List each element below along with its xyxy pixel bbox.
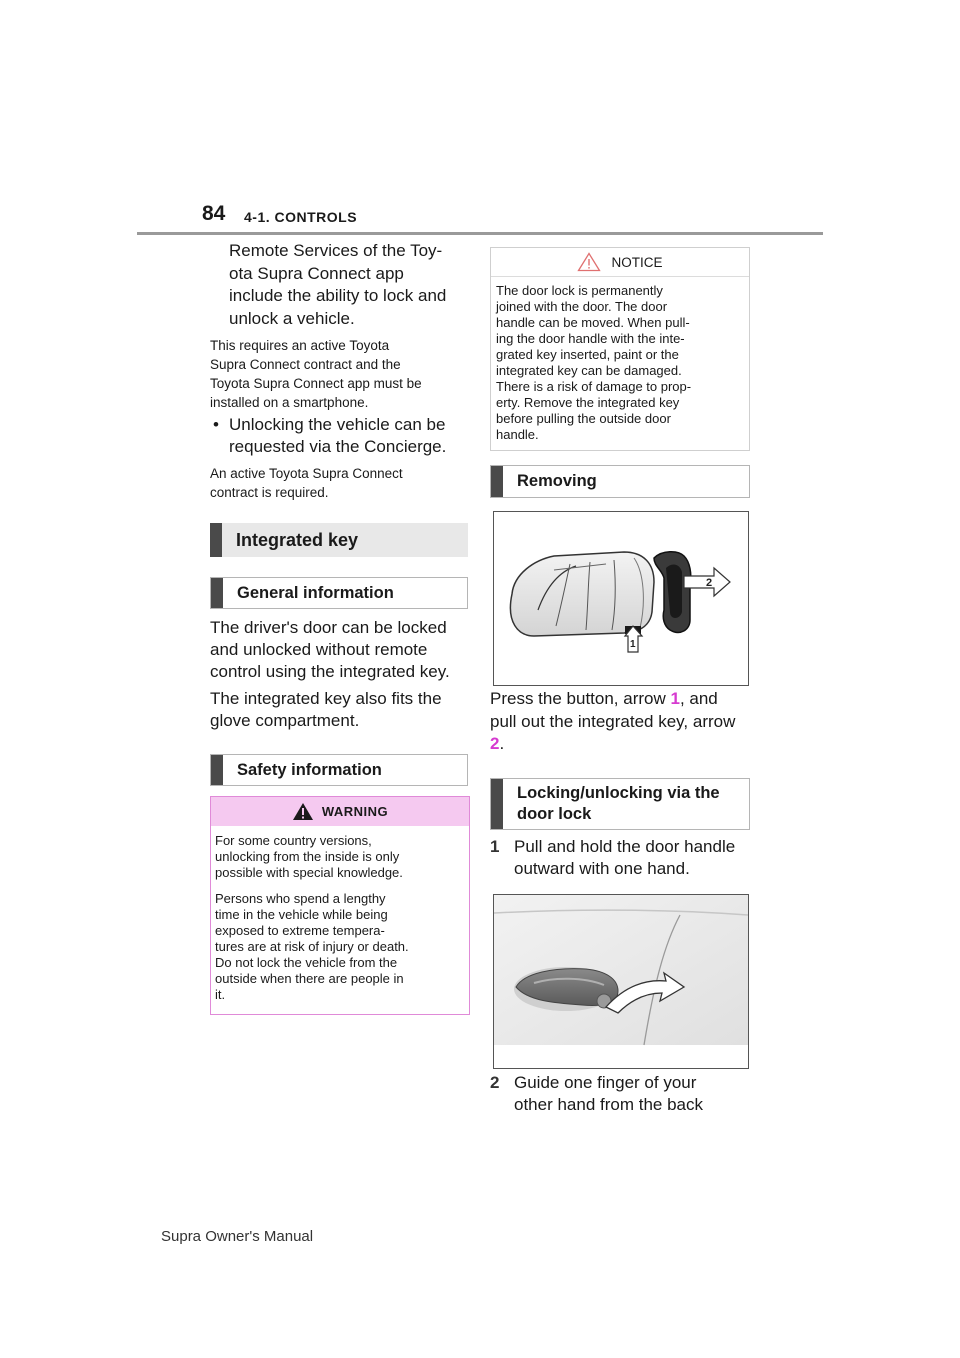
key-fob-illustration — [494, 512, 748, 685]
paragraph-line: and unlocked without remote — [210, 640, 428, 659]
notice-line: before pulling the outside door — [496, 411, 671, 426]
bullet-concierge — [213, 414, 489, 458]
note-contract — [210, 464, 403, 502]
heading-text: Safety information — [237, 760, 382, 779]
heading-bar — [211, 578, 223, 608]
step-line: Pull and hold the door handle — [514, 837, 736, 856]
notice-line: handle can be moved. When pull- — [496, 315, 690, 330]
figure-label-2: 2 — [706, 577, 713, 589]
warning-line: Do not lock the vehicle from the — [215, 955, 398, 970]
header-rule — [137, 232, 823, 235]
notice-line: erty. Remove the integrated key — [496, 395, 680, 410]
footer-manual-title: Supra Owner's Manual — [161, 1228, 314, 1245]
warning-line: tures are at risk of injury or death. — [215, 939, 409, 954]
figure-key-removal — [493, 511, 749, 686]
heading-bar — [211, 755, 223, 785]
step-line: other hand from the back — [514, 1095, 704, 1114]
heading-text — [503, 783, 720, 825]
removing-instructions — [490, 688, 735, 756]
paragraph-driver-door — [210, 617, 450, 683]
warning-line: outside when there are people in — [215, 971, 404, 986]
caution-triangle-icon — [577, 252, 601, 272]
heading-safety-information — [210, 754, 468, 786]
notice-line: joined with the door. The door — [496, 299, 668, 314]
paragraph-line: control using the integrated key. — [210, 662, 450, 681]
notice-line: ing the door handle with the inte- — [496, 331, 685, 346]
note-app-requirement — [210, 336, 422, 412]
notice-box — [490, 247, 750, 451]
heading-text: General information — [237, 583, 394, 602]
paragraph-line: The driver's door can be locked — [210, 618, 447, 637]
heading-bar — [210, 523, 222, 557]
step-2 — [490, 1072, 754, 1116]
warning-header — [211, 797, 469, 826]
notice-body — [491, 277, 749, 443]
note-line: Toyota Supra Connect app must be — [210, 376, 422, 391]
notice-line: There is a risk of damage to prop- — [496, 379, 692, 394]
bullet-mark: • — [213, 415, 219, 434]
removing-line-3 — [490, 733, 735, 756]
warning-line: exposed to extreme tempera- — [215, 923, 385, 938]
warning-line: Persons who spend a lengthy — [215, 891, 386, 906]
figure-label-1: 1 — [630, 639, 636, 650]
intro-line: Remote Services of the Toy- — [229, 241, 443, 260]
text-run: . — [499, 734, 505, 753]
warning-paragraph — [215, 891, 463, 1003]
arrow-number: 2 — [490, 734, 500, 753]
notice-line: The door lock is permanently — [496, 283, 663, 298]
heading-integrated-key — [210, 523, 468, 557]
paragraph-line: glove compartment. — [210, 711, 360, 730]
heading-removing — [490, 465, 750, 498]
intro-line: unlock a vehicle. — [229, 308, 355, 328]
intro-line: include the ability to lock and — [229, 286, 447, 305]
note-line: An active Toyota Supra Connect — [210, 466, 403, 481]
step-number: 2 — [490, 1073, 500, 1092]
removing-line-2: pull out the integrated key, arrow — [490, 711, 736, 731]
note-line: contract is required. — [210, 485, 329, 500]
notice-line: grated key inserted, paint or the — [496, 347, 679, 362]
text-run: , and — [679, 689, 718, 708]
page-number: 84 — [202, 202, 226, 225]
paragraph-glove-compartment — [210, 688, 442, 732]
heading-text: Removing — [517, 472, 597, 490]
warning-line: For some country versions, — [215, 833, 372, 848]
intro-paragraph — [229, 240, 446, 330]
heading-line: Locking/unlocking via the — [517, 784, 720, 802]
warning-line: unlocking from the inside is only — [215, 849, 400, 864]
note-line: This requires an active Toyota — [210, 338, 390, 353]
warning-triangle-icon — [292, 802, 314, 821]
step-line: outward with one hand. — [514, 859, 690, 878]
warning-line: time in the vehicle while being — [215, 907, 388, 922]
step-1 — [490, 836, 754, 880]
warning-title: WARNING — [321, 804, 389, 819]
notice-header — [491, 248, 749, 277]
warning-line: it. — [215, 987, 226, 1002]
note-line: Supra Connect contract and the — [210, 357, 401, 372]
heading-line: door lock — [517, 805, 592, 823]
notice-line: handle. — [496, 427, 539, 442]
door-handle-illustration — [494, 895, 748, 1068]
notice-line: integrated key can be damaged. — [496, 363, 682, 378]
warning-paragraph — [215, 833, 463, 881]
note-line: installed on a smartphone. — [210, 395, 369, 410]
heading-locking-unlocking — [490, 778, 750, 830]
text-run: Press the button, arrow — [490, 689, 671, 708]
removing-line-1 — [490, 688, 735, 711]
heading-bar — [491, 466, 503, 497]
heading-text: Integrated key — [236, 529, 359, 550]
step-line: Guide one finger of your — [514, 1073, 697, 1092]
heading-bar — [491, 779, 503, 829]
paragraph-line: The integrated key also fits the — [210, 689, 442, 708]
notice-title: NOTICE — [611, 254, 663, 270]
bullet-line: Unlocking the vehicle can be — [229, 415, 446, 434]
step-number: 1 — [490, 837, 500, 856]
figure-door-handle — [493, 894, 749, 1069]
warning-box — [210, 796, 470, 1015]
warning-line: possible with special knowledge. — [215, 865, 403, 880]
arrow-number: 1 — [670, 689, 680, 708]
heading-general-information — [210, 577, 468, 609]
intro-line: ota Supra Connect app — [229, 263, 404, 283]
bullet-line: requested via the Concierge. — [229, 437, 447, 456]
warning-body — [211, 826, 469, 1003]
section-title: 4-1. CONTROLS — [244, 209, 358, 225]
